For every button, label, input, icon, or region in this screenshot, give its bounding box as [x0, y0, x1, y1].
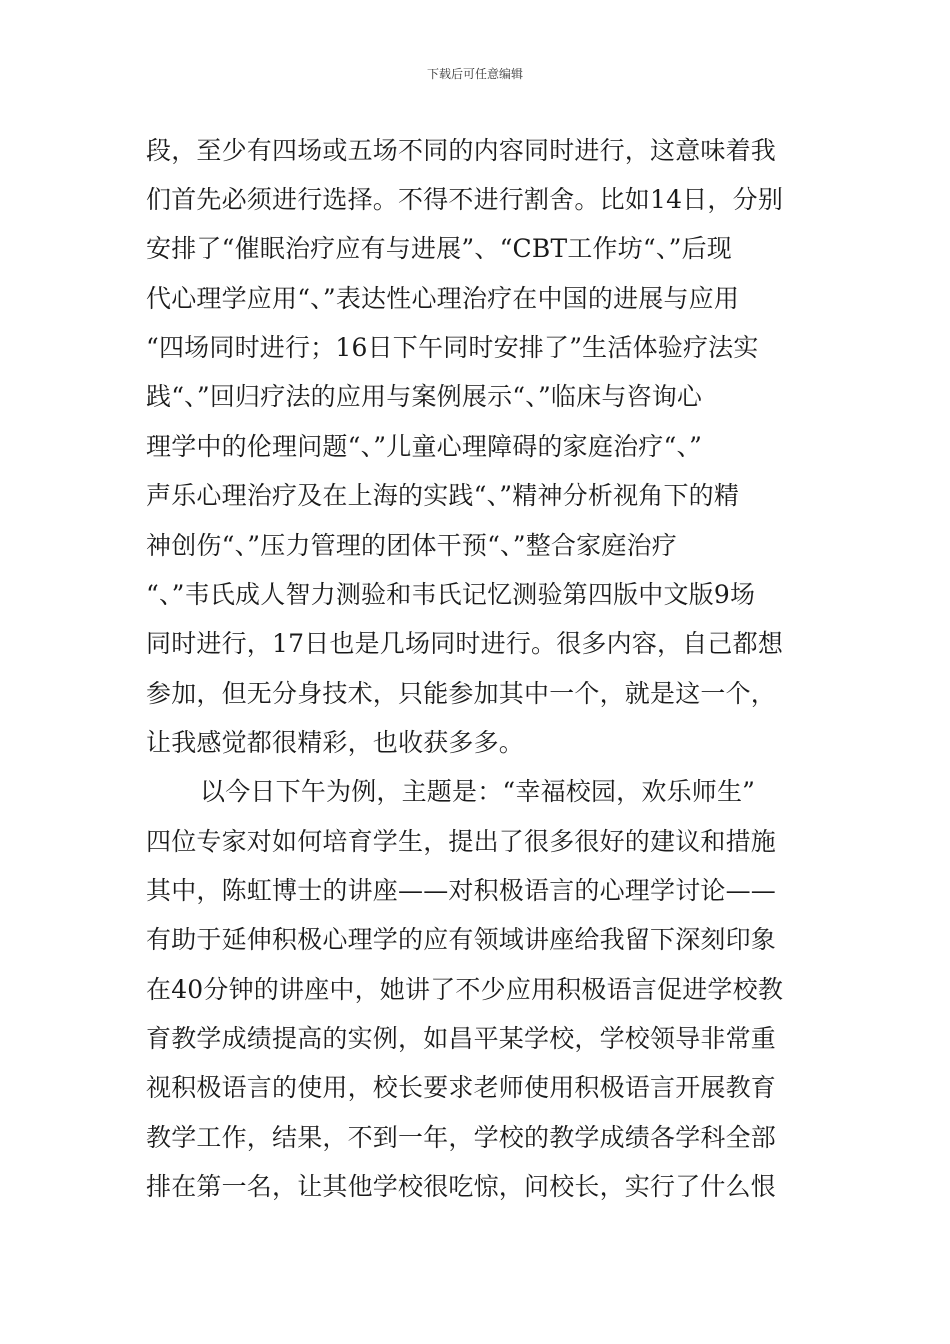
text-line: 让我感觉都很精彩，也收获多多。	[146, 728, 525, 757]
text-line: 参加，但无分身技术，只能参加其中一个，就是这一个，	[146, 679, 777, 708]
text-line: 安排了“催眠治疗应有与进展”、“CBT工作坊“、”后现	[146, 234, 732, 263]
text-line: “、”韦氏成人智力测验和韦氏记忆测验第四版中文版9场	[146, 580, 756, 609]
text-line: 教学工作，结果，不到一年，学校的教学成绩各学科全部	[146, 1123, 777, 1152]
text-line: 在40分钟的讲座中，她讲了不少应用积极语言促进学校教	[146, 975, 784, 1004]
text-line: 声乐心理治疗及在上海的实践“、”精神分析视角下的精	[146, 481, 740, 510]
text-line: 视积极语言的使用，校长要求老师使用积极语言开展教育	[146, 1073, 777, 1102]
text-line: 四位专家对如何培育学生，提出了很多很好的建议和措施	[146, 827, 777, 856]
text-line: 践“、”回归疗法的应用与案例展示“、”临床与咨询心	[146, 382, 703, 411]
text-line: 同时进行，17日也是几场同时进行。很多内容，自己都想	[146, 629, 784, 658]
text-line: 代心理学应用“、”表达性心理治疗在中国的进展与应用	[146, 284, 740, 313]
text-line: 育教学成绩提高的实例，如昌平某学校，学校领导非常重	[146, 1024, 777, 1053]
text-line: 其中，陈虹博士的讲座——对积极语言的心理学讨论——	[146, 876, 777, 905]
text-line: 段，至少有四场或五场不同的内容同时进行，这意味着我	[146, 136, 777, 165]
text-line: 理学中的伦理问题“、”儿童心理障碍的家庭治疗“、”	[146, 432, 703, 461]
text-line: 神创伤“、”压力管理的团体干预“、”整合家庭治疗	[146, 531, 677, 560]
paragraph-first-line: 以今日下午为例，主题是：“幸福校园，欢乐师生”	[200, 777, 756, 806]
text-line: 有助于延伸积极心理学的应有领域讲座给我留下深刻印象	[146, 925, 777, 954]
text-line: “四场同时进行；16日下午同时安排了”生活体验疗法实	[146, 333, 759, 362]
text-line: 排在第一名，让其他学校很吃惊，问校长，实行了什么恨	[146, 1172, 777, 1201]
page-header: 下载后可任意编辑	[426, 67, 523, 81]
text-line: 们首先必须进行选择。不得不进行割舍。比如14日，分别	[146, 185, 784, 214]
